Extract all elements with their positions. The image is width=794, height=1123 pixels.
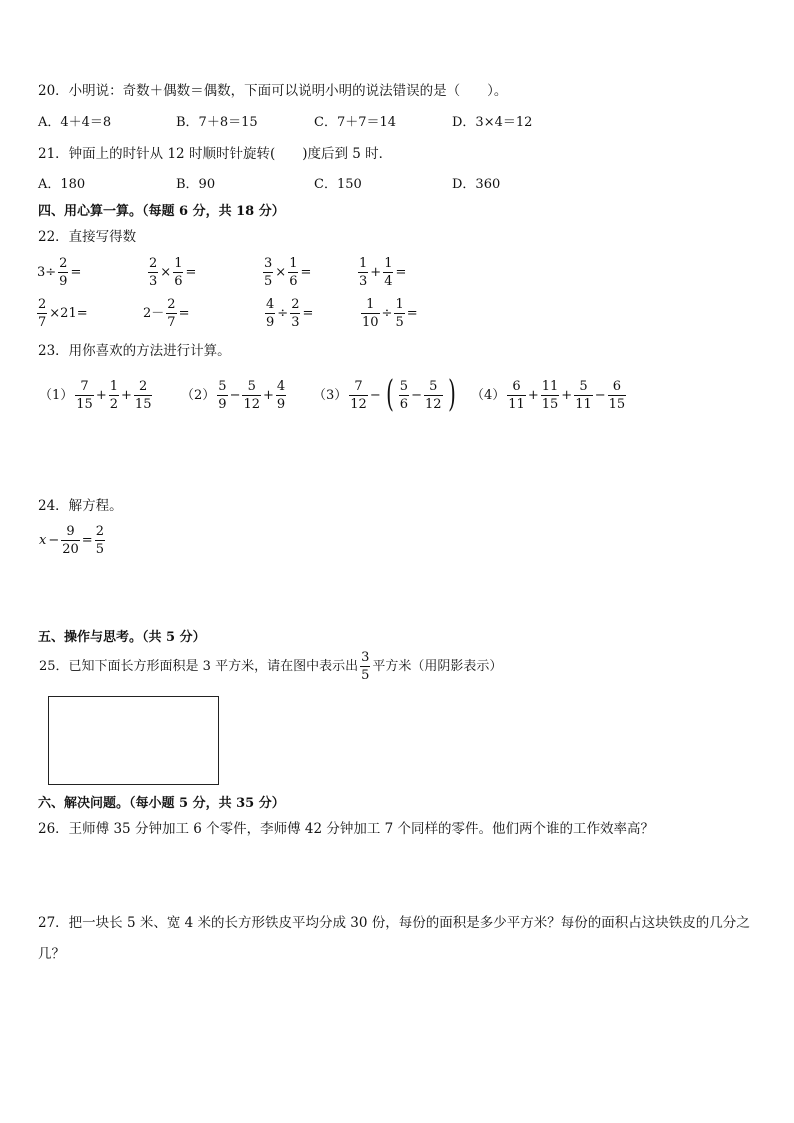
fraction: $\frac{5}{11}$	[575, 379, 592, 412]
fraction: $\frac{5}{6}$	[399, 378, 409, 412]
fraction: $\frac{4}{9}$	[266, 297, 275, 330]
fraction: $\frac{2}{5}$	[95, 524, 104, 557]
q20-option-c[interactable]: C．7＋7＝14	[314, 115, 397, 130]
q22-expr-6: 2－ $\frac{2}{7}$ =	[143, 297, 190, 330]
question-27-line-1: 27．把一块长 5 米、宽 4 米的长方形铁皮平均分成 30 份，每份的面积是多少平方米？每份的面积占这块铁皮的几分之	[38, 915, 750, 931]
section-4-heading: 四、用心算一算。（每题 6 分，共 18 分）	[38, 204, 285, 219]
fraction: $\frac{3}{5}$	[264, 256, 273, 289]
fraction: $\frac{6}{11}$	[508, 379, 525, 412]
fraction: $\frac{1}{6}$	[289, 256, 298, 289]
fraction: $\frac{5}{12}$	[243, 379, 261, 412]
fraction: $\frac{3}{5}$	[361, 650, 370, 683]
fraction: $\frac{5}{12}$	[424, 378, 442, 412]
fraction: $\frac{1}{2}$	[109, 379, 119, 412]
fraction: $\frac{2}{7}$	[38, 297, 47, 330]
q24-equation: x − $\frac{9}{20}$ = $\frac{2}{5}$	[39, 524, 104, 557]
q21-option-d[interactable]: D．360	[452, 177, 501, 192]
question-24: 24．解方程。	[38, 498, 123, 514]
rectangle-drawing-area[interactable]	[48, 696, 219, 785]
fraction: $\frac{4}{9}$	[276, 379, 286, 412]
question-26: 26．王师傅 35 分钟加工 6 个零件，李师傅 42 分钟加工 7 个同样的零件。他们两个谁的工作效率高？	[38, 821, 655, 837]
fraction: $\frac{2}{3}$	[149, 256, 158, 289]
q20-option-d[interactable]: D．3×4＝12	[452, 115, 533, 130]
fraction: $\frac{1}{4}$	[384, 256, 393, 289]
q22-expr-4: $\frac{1}{3}$ + $\frac{1}{4}$ =	[359, 256, 407, 289]
section-6-heading: 六、解决问题。（每小题 5 分，共 35 分）	[38, 796, 285, 811]
fraction: $\frac{1}{5}$	[395, 297, 404, 330]
left-parenthesis: (	[385, 374, 394, 415]
q22-expr-8: $\frac{1}{10}$ ÷ $\frac{1}{5}$ =	[362, 297, 418, 330]
fraction: $\frac{5}{9}$	[218, 379, 227, 412]
fraction: $\frac{11}{15}$	[541, 379, 559, 412]
q23-problem-4: （4） $\frac{6}{11}$ + $\frac{11}{15}$ + $\frac{5}{11}$ − $\frac{6}{15}$	[471, 379, 626, 412]
fraction: $\frac{1}{3}$	[359, 256, 368, 289]
fraction: $\frac{1}{10}$	[362, 297, 379, 330]
q21-option-a[interactable]: A．180	[38, 177, 86, 192]
fraction: $\frac{6}{15}$	[608, 379, 626, 412]
fraction: $\frac{2}{3}$	[291, 297, 300, 330]
fraction: $\frac{7}{15}$	[76, 379, 93, 412]
fraction: $\frac{2}{7}$	[167, 297, 176, 330]
question-25: 25．已知下面长方形面积是 3 平方米，请在图中表示出 $\frac{3}{5}$ 平方米（用阴影表示）	[39, 650, 503, 683]
q22-expr-2: $\frac{2}{3}$ × $\frac{1}{6}$ =	[149, 256, 197, 289]
fraction: $\frac{7}{12}$	[350, 378, 367, 412]
q22-expr-7: $\frac{4}{9}$ ÷ $\frac{2}{3}$ =	[266, 297, 314, 330]
q22-expr-5: $\frac{2}{7}$ ×21=	[38, 297, 88, 330]
q23-problem-3: （3） $\frac{7}{12}$ − ( $\frac{5}{6}$ − $\frac{5}{12}$ )	[313, 374, 456, 415]
question-21: 21．钟面上的时针从 12 时顺时针旋转( )度后到 5 时．	[38, 146, 393, 162]
question-27-line-2: 几？	[38, 946, 65, 962]
q23-problem-1: （1） $\frac{7}{15}$ + $\frac{1}{2}$ + $\frac{2}{15}$	[39, 379, 152, 412]
fraction: $\frac{2}{15}$	[134, 379, 152, 412]
fraction: $\frac{9}{20}$	[62, 524, 79, 557]
q22-expr-3: $\frac{3}{5}$ × $\frac{1}{6}$ =	[264, 256, 312, 289]
fraction: $\frac{1}{6}$	[174, 256, 183, 289]
fraction: $\frac{2}{9}$	[59, 256, 68, 289]
question-23: 23．用你喜欢的方法进行计算。	[38, 343, 231, 359]
question-22: 22．直接写得数	[38, 229, 137, 245]
q22-expr-1: 3÷ $\frac{2}{9}$ =	[37, 256, 82, 289]
q20-option-b[interactable]: B．7＋8＝15	[176, 115, 258, 130]
section-5-heading: 五、操作与思考。（共 5 分）	[38, 630, 206, 645]
right-parenthesis: )	[447, 374, 456, 415]
q21-option-b[interactable]: B．90	[176, 177, 216, 192]
q23-problem-2: （2） $\frac{5}{9}$ − $\frac{5}{12}$ + $\frac{4}{9}$	[181, 379, 286, 412]
question-20: 20．小明说：奇数＋偶数＝偶数，下面可以说明小明的说法错误的是（ ）。	[38, 83, 508, 99]
q21-option-c[interactable]: C．150	[314, 177, 362, 192]
q20-option-a[interactable]: A．4＋4＝8	[38, 115, 112, 130]
